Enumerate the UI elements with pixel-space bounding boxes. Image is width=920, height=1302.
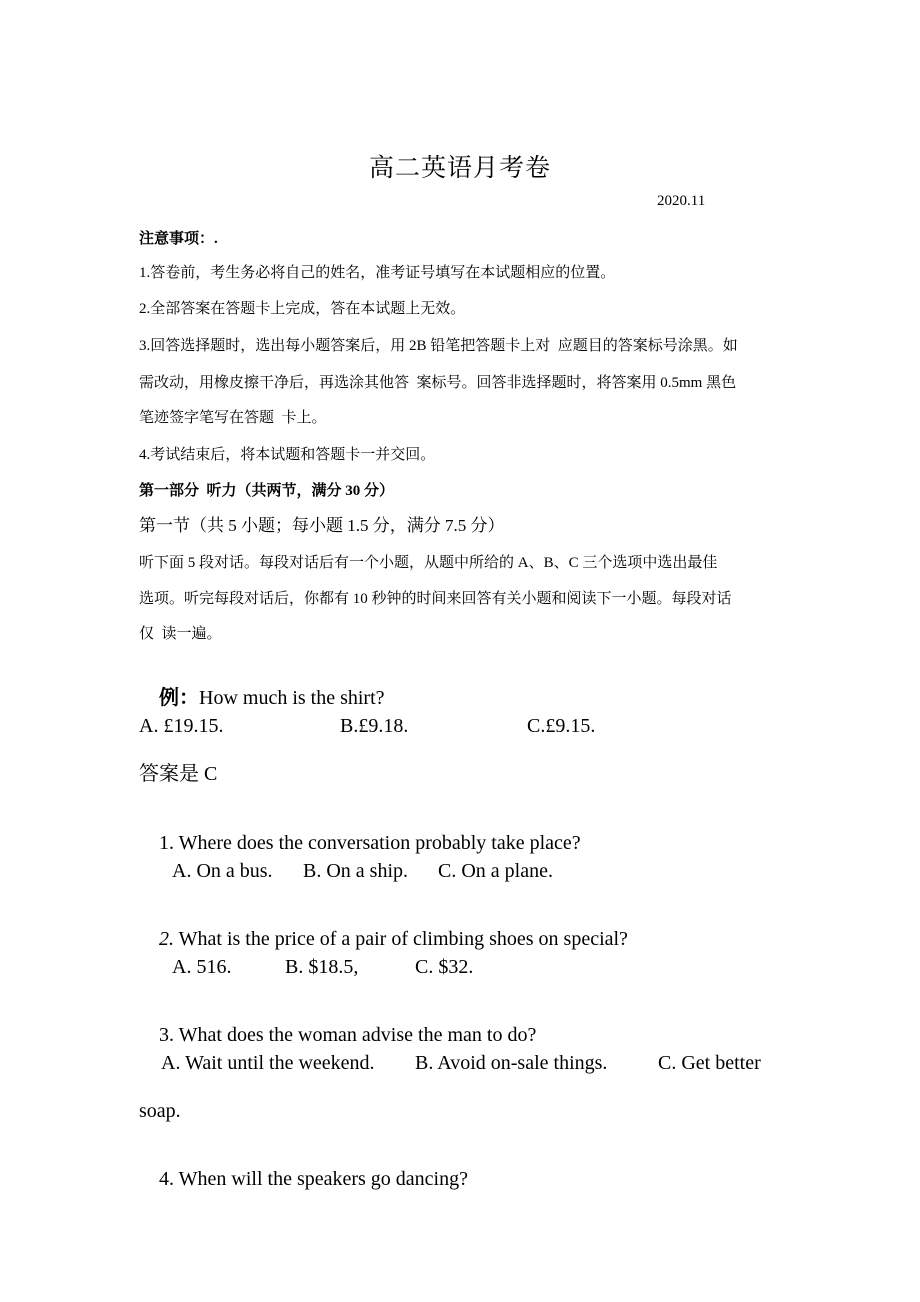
question-3-text: What does the woman advise the man to do? <box>178 1024 537 1046</box>
notice-line-2: 2.全部答案在答题卡上完成，答在本试题上无效。 <box>139 301 466 317</box>
example-option-a: A. £19.15. <box>139 715 224 737</box>
notice-line-1: 1.答卷前，考生务必将自己的姓名，准考证号填写在本试题相应的位置。 <box>139 265 616 281</box>
notice-line-3: 3.回答选择题时，选出每小题答案后，用 2B 铅笔把答题卡上对 应题目的答案标号涂黑。如 <box>139 338 738 354</box>
example-answer: 答案是 C <box>139 763 218 785</box>
question-3-option-b: B. Avoid on-sale things. <box>415 1052 608 1074</box>
notice-line-5: 笔迹签字笔写在答题 卡上。 <box>139 410 327 426</box>
page-title: 高二英语月考卷 <box>368 155 551 182</box>
question-1-option-c: C. On a plane. <box>438 860 553 882</box>
question-4-number: 4. <box>159 1168 174 1190</box>
question-3-option-a: A. Wait until the weekend. <box>161 1052 375 1074</box>
question-3-number: 3. <box>159 1024 174 1046</box>
question-2-option-b: B. $18.5, <box>285 956 359 978</box>
question-4 <box>139 1149 468 1209</box>
question-4-text: When will the speakers go dancing? <box>178 1168 468 1190</box>
instruction-line-1: 听下面 5 段对话。每段对话后有一个小题，从题中所给的 A、B、C 三个选项中选出最佳 <box>139 555 718 571</box>
question-2-option-a: A. 516. <box>172 956 232 978</box>
instruction-line-2: 选项。听完每段对话后，你都有 10 秒钟的时间来回答有关小题和阅读下一小题。每段对话 <box>139 591 732 607</box>
example-option-b: B.£9.18. <box>340 715 409 737</box>
question-2-number: 2. <box>159 928 174 950</box>
question-2-option-c: C. $32. <box>415 956 474 978</box>
question-2-text: What is the price of a pair of climbing shoes on special? <box>178 928 628 950</box>
question-1-text: Where does the conversation probably take place? <box>178 832 581 854</box>
question-1-option-a: A. On a bus. <box>172 860 273 882</box>
question-3-option-c: C. Get better <box>658 1052 761 1074</box>
question-1-number: 1. <box>159 832 174 854</box>
instruction-line-3: 仅 读一遍。 <box>139 626 222 642</box>
example-option-c: C.£9.15. <box>527 715 596 737</box>
notice-line-6: 4.考试结束后，将本试题和答题卡一并交回。 <box>139 447 436 463</box>
part1-heading: 第一部分 听力（共两节，满分 30 分） <box>139 483 395 499</box>
notice-heading: 注意事项：. <box>139 231 218 247</box>
example-question-text: How much is the shirt? <box>199 687 385 709</box>
question-1-option-b: B. On a ship. <box>303 860 408 882</box>
question-3-continuation: soap. <box>139 1100 181 1122</box>
notice-line-4: 需改动，用橡皮擦干净后，再选涂其他答 案标号。回答非选择题时，将答案用 0.5mm 黑色 <box>139 375 737 391</box>
section1-heading: 第一节（共 5 小题；每小题 1.5 分，满分 7.5 分） <box>139 516 505 535</box>
example-label: 例： <box>159 687 199 709</box>
exam-date: 2020.11 <box>657 193 706 209</box>
